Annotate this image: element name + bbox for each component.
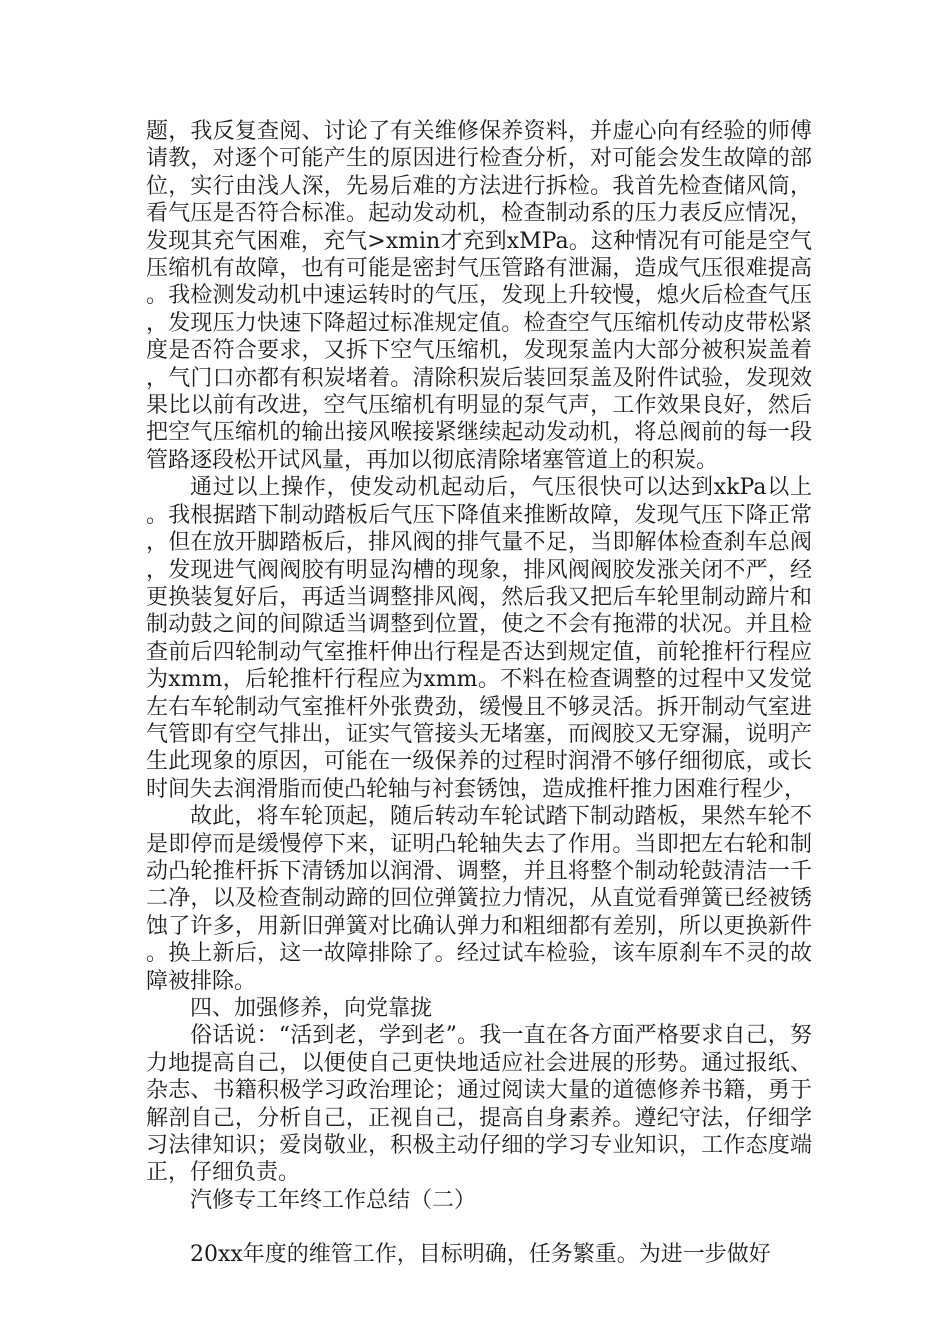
paragraph-repair: 故此，将车轮顶起，随后转动车轮试踏下制动踏板，果然车轮不是即停而是缓慢停下来，证明凸轮轴失去了作用。当即把左右轮和制动凸轮推杆拆下清锈加以润滑、调整，并且将整个制动轮鼓清洁一千二净，以及检查制动蹄的回位弹簧拉力情况，从直觉看弹簧已经被锈蚀了许多，用新旧弹簧对比确认弹力和粗细都有差别，所以更换新件。换上新后，这一故障排除了。经过试车检验，该车原刹车不灵的故障被排除。 <box>146 804 812 994</box>
paragraph-troubleshooting: 通过以上操作，使发动机起动后，气压很快可以达到xkPa以上。我根据踏下制动踏板后气压下降值来推断故障，发现气压下降正常，但在放开脚踏板后，排风阀的排气量不足，当即解体检查刹车总阀，发现进气阀阀胶有明显沟槽的现象，排风阀阀胶发涨关闭不严，经更换装复好后，再适当调整排风阀，然后我又把后车轮里制动蹄片和制动鼓之间的间隙适当调整到位置，使之不会有拖滞的状况。并且检查前后四轮制动气室推杆伸出行程是否达到规定值，前轮推杆行程应为xmm，后轮推杆行程应为xmm。不料在检查调整的过程中又发觉左右车轮制动气室推杆外张费劲，缓慢且不够灵活。拆开制动气室进气管即有空气排出，证实气管接头无堵塞，而阀胶又无穿漏，说明产生此现象的原因，可能在一级保养的过程时润滑不够仔细彻底，或长时间失去润滑脂而使凸轮轴与衬套锈蚀，造成推杆推力困难行程少， <box>146 475 812 802</box>
paragraph-next-section: 20xx年度的维管工作，目标明确，任务繁重。为进一步做好 <box>190 1242 771 1268</box>
document-subtitle: 汽修专工年终工作总结（二） <box>190 1187 477 1213</box>
section-heading: 四、加强修养，向党靠拢 <box>190 996 433 1021</box>
paragraph-self-improvement: 俗话说：“活到老，学到老”。我一直在各方面严格要求自己，努力地提高自己，以便使自己更快地适应社会进展的形势。通过报纸、杂志、书籍积极学习政治理论；通过阅读大量的道德修养书籍，勇于解剖自己，分析自己，正视自己，提高自身素养。遵纪守法，仔细学习法律知识；爱岗敬业，积极主动仔细的学习专业知识，工作态度端正，仔细负责。 <box>146 1023 812 1186</box>
paragraph-continued: 题，我反复查阅、讨论了有关维修保养资料，并虚心向有经验的师傅请教，对逐个可能产生的原因进行检查分析，对可能会发生故障的部位，实行由浅人深，先易后难的方法进行拆检。我首先检查储风筒，看气压是否符合标准。起动发动机，检查制动系的压力表反应情况，发现其充气困难，充气>xmin才充到xMPa。这种情况有可能是空气压缩机有故障，也有可能是密封气压管路有泄漏，造成气压很难提高。我检测发动机中速运转时的气压，发现上升较慢，熄火后检查气压，发现压力快速下降超过标准规定值。检查空气压缩机传动皮带松紧度是否符合要求，又拆下空气压缩机，发现泵盖内大部分被积炭盖着，气门口亦都有积炭堵着。清除积炭后装回泵盖及附件试验，发现效果比以前有改进，空气压缩机有明显的泵气声，工作效果良好，然后把空气压缩机的输出接风喉接紧继续起动发动机，将总阀前的每一段管路逐段松开试风量，再加以彻底清除堵塞管道上的积炭。 <box>146 119 812 473</box>
document-page <box>146 118 812 1269</box>
